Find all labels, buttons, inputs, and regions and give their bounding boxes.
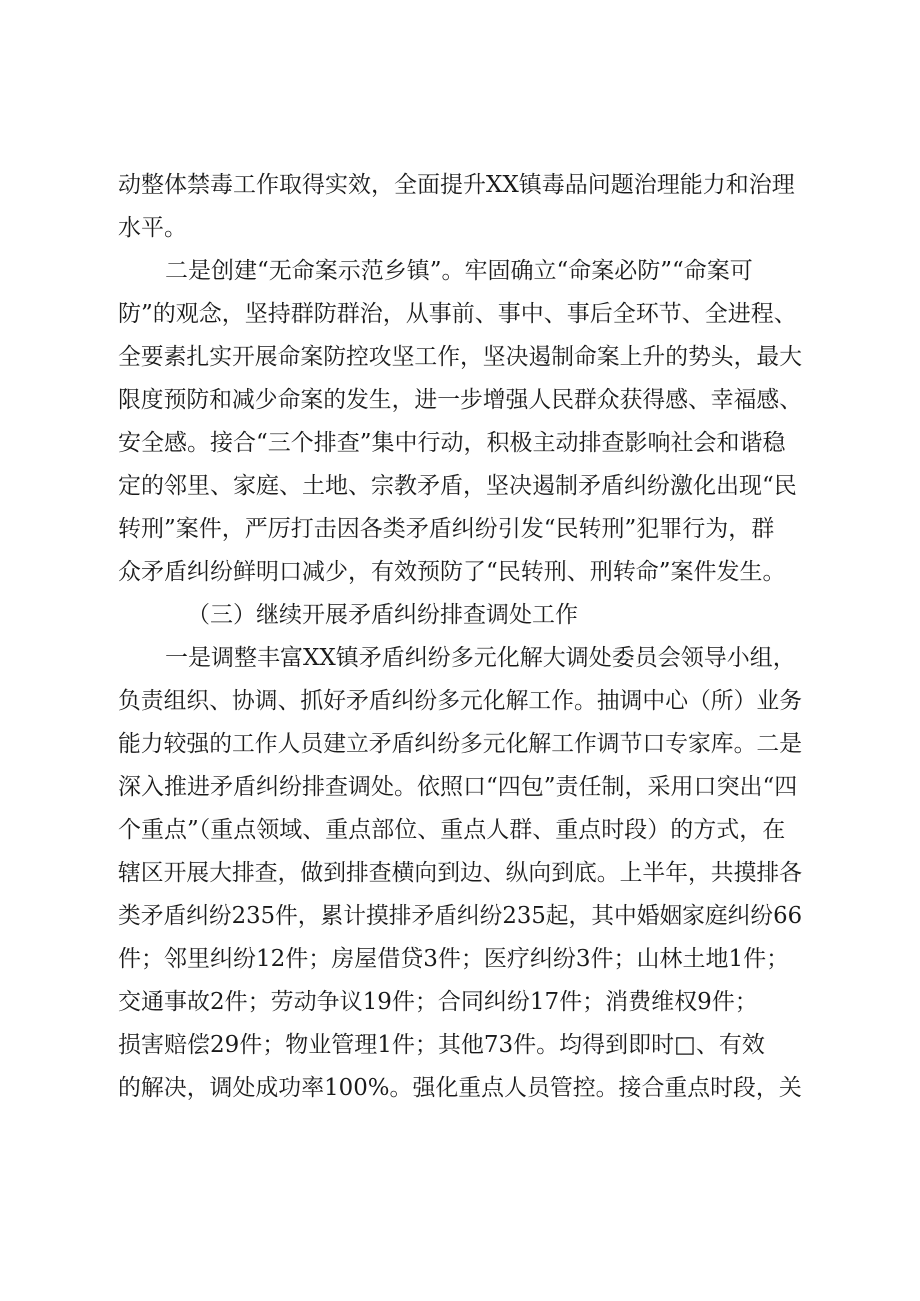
text-line: 损害赔偿29件；物业管理1件；其他73件。均得到即时□、有效 (118, 1032, 765, 1058)
text-line: 深入推进矛盾纠纷排查调处。依照口“四包”责任制，采用口突出“四 (118, 774, 798, 800)
text-line: 能力较强的工作人员建立矛盾纠纷多元化解工作调节口专家库。二是 (118, 731, 802, 757)
text-line: 交通事故2件；劳动争议19件；合同纠纷17件；消费维权9件； (118, 989, 758, 1015)
text-line: 众矛盾纠纷鲜明口减少，有效预防了“民转刑、刑转命”案件发生。 (118, 559, 786, 585)
text-line: 的解决，调处成功率100%。强化重点人员管控。接合重点时段，关 (118, 1075, 802, 1101)
text-line: 类矛盾纠纷235件，累计摸排矛盾纠纷235起，其中婚姻家庭纠纷66 (118, 903, 803, 929)
text-line: 动整体禁毒工作取得实效，全面提升XX镇毒品问题治理能力和治理 (118, 172, 795, 198)
text-line: 安全感。接合“三个排查”集中行动，积极主动排查影响社会和谐稳 (118, 430, 786, 456)
text-line: 限度预防和减少命案的发生，进一步增强人民群众获得感、幸福感、 (118, 387, 802, 413)
text-line: 个重点”（重点领域、重点部位、重点人群、重点时段）的方式，在 (118, 817, 786, 843)
text-line: 定的邻里、家庭、土地、宗教矛盾，坚决遏制矛盾纠纷激化出现“民 (118, 473, 797, 499)
text-line: 辖区开展大排查，做到排查横向到边、纵向到底。上半年，共摸排各 (118, 860, 802, 886)
section-heading: （三）继续开展矛盾纠纷排查调处工作 (187, 602, 578, 628)
text-line: 水平。 (118, 215, 187, 241)
text-line: 负责组织、协调、抓好矛盾纠纷多元化解工作。抽调中心（所）业务 (118, 688, 802, 714)
text-line: 转刑”案件，严厉打击因各类矛盾纠纷引发“民转刑”犯罪行为，群 (118, 516, 775, 542)
text-line: 件；邻里纠纷12件；房屋借贷3件；医疗纠纷3件；山林土地1件； (118, 946, 790, 972)
text-line: 防”的观念，坚持群防群治，从事前、事中、事后全环节、全进程、 (118, 301, 797, 327)
text-line: 全要素扎实开展命案防控攻坚工作，坚决遏制命案上升的势头，最大 (118, 344, 802, 370)
paragraph-line: 二是创建“无命案示范乡镇”。牢固确立“命案必防”“命案可 (165, 258, 753, 284)
paragraph-line: 一是调整丰富XX镇矛盾纠纷多元化解大调处委员会领导小组， (165, 645, 796, 671)
